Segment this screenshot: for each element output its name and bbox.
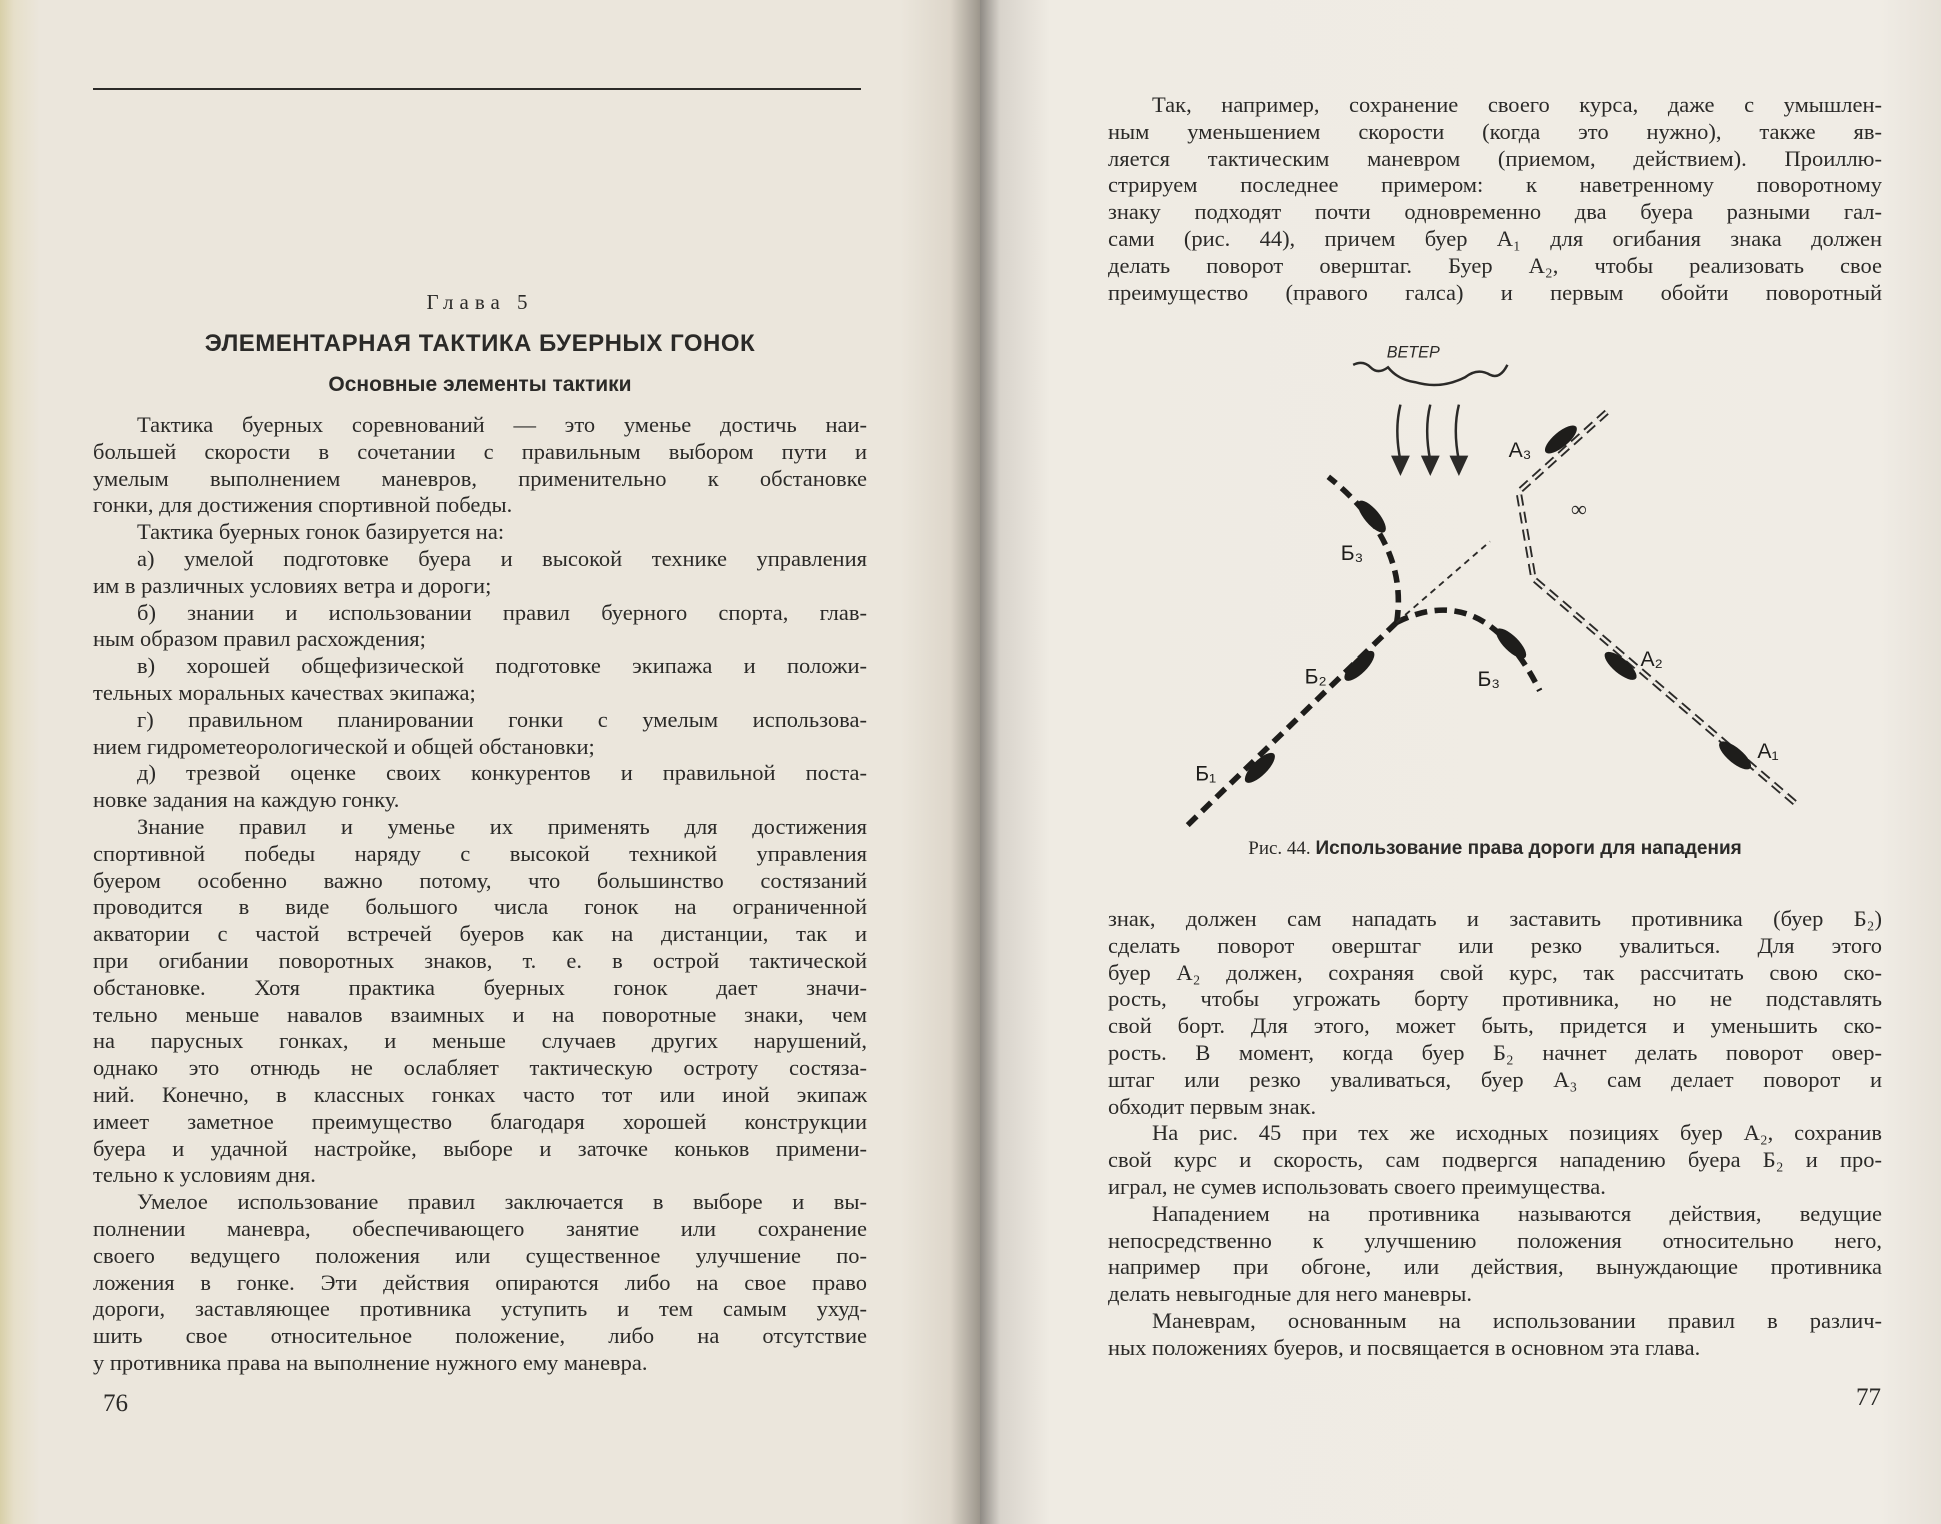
paragraph (1108, 1120, 1882, 1200)
paragraph (1108, 92, 1882, 306)
text-line: играл, не сумев использовать своего преимущества. (1108, 1173, 1606, 1199)
caption-prefix: Рис. 44. (1248, 838, 1311, 859)
a-course-path-inner (1519, 411, 1795, 803)
text-line: большей скорости в сочетании с правильным выбором пути и (93, 438, 867, 464)
text-line: умелым выполнением маневров, применительно к обстановке (93, 465, 867, 491)
wind-label: ВЕТЕР (1386, 343, 1440, 362)
label-b3-upper: Б₃ (1340, 542, 1364, 566)
text-line: нием гидрометеорологической и общей обстановки; (93, 733, 595, 759)
page-number-right: 77 (1856, 1384, 1881, 1411)
text-line: у противника права на выполнение нужного ему маневра. (93, 1349, 648, 1375)
text-line: тельно к условиям дня. (93, 1162, 316, 1188)
text-line: обстановке. Хотя практика буерных гонок дает значи- (93, 974, 867, 1000)
text-line: знак, должен сам нападать и заставить противника (буер Б₂) (1108, 906, 1882, 931)
label-a2: A₂ (1640, 647, 1663, 671)
text-line: свой курс и скорость, сам подвергся нападению буера Б₂ и про- (1108, 1147, 1882, 1173)
text-line: гонки, для достижения спортивной победы. (93, 492, 513, 518)
iceboat-b3-upper-icon (1353, 497, 1390, 537)
figure-caption (1108, 838, 1882, 860)
text-line: буера и удачной настройке, выборе и заточке коньков примени- (93, 1135, 867, 1161)
iceboat-b3-icon (1492, 624, 1531, 663)
paragraph (93, 546, 867, 600)
chapter-label: Глава 5 (426, 290, 534, 314)
paragraph (93, 519, 867, 546)
text-line: ляется тактическим маневром (приемом, действием). Проиллю- (1108, 145, 1882, 171)
text-line: имеет заметное преимущество благодаря хорошей конструкции (93, 1108, 867, 1134)
text-line: сами (рис. 44), причем буер A₁ для огибания знака должен (1108, 225, 1882, 251)
text-line: тельных моральных качествах экипажа; (93, 679, 476, 705)
text-line: рость. В момент, когда буер Б₂ начнет делать поворот овер- (1108, 1039, 1882, 1065)
paragraph (93, 1189, 867, 1377)
paragraph (93, 600, 867, 654)
paragraph (1108, 1201, 1882, 1308)
text-line: тельно меньше навалов взаимных и на поворотные знаки, чем (93, 1001, 867, 1027)
text-line: рость, чтобы угрожать борту противника, но не подставлять (1108, 986, 1882, 1012)
text-line: буер A₂ должен, сохраняя свой курс, так рассчитать свою ско- (1108, 959, 1882, 985)
text-line: Так, например, сохранение своего курса, даже с умышлен- (1152, 92, 1882, 117)
text-line: делать невыгодные для него маневры. (1108, 1281, 1472, 1307)
text-line: шить свое относительное положение, либо на отсутствие (93, 1323, 867, 1349)
wind-arrows (1393, 405, 1466, 473)
text-line: новке задания на каждую гонку. (93, 787, 400, 813)
text-line: в) хорошей общефизической подготовке экипажа и положи- (137, 653, 867, 679)
text-line: преимущество (правого галса) и первым обойти поворотный (1108, 279, 1882, 305)
text-line: обходит первым знак. (1108, 1093, 1317, 1119)
caption-text: Использование права дороги для нападения (1315, 838, 1742, 859)
figure-44-diagram (1160, 330, 1820, 840)
iceboats (1241, 421, 1756, 787)
label-b1: Б₁ (1195, 762, 1217, 786)
text-line: знаку подходят почти одновременно два буера разными гал- (1108, 199, 1882, 225)
text-line: стрируем последнее примером: к наветренному поворотному (1108, 172, 1882, 198)
label-a1: A₁ (1757, 739, 1779, 763)
text-line: при огибании поворотных знаков, т. е. в острой тактической (93, 947, 867, 973)
paragraph (93, 707, 867, 761)
text-line: им в различных условиях ветра и дороги; (93, 572, 492, 598)
text-line: ным образом правил расхождения; (93, 626, 426, 652)
text-line: сделать поворот оверштаг или резко увалиться. Для этого (1108, 932, 1882, 958)
text-line: штаг или резко уваливаться, буер A₃ сам делает поворот и (1108, 1066, 1882, 1092)
text-line: на парусных гонках, и меньше случаев других нарушений, (93, 1028, 867, 1054)
paragraph (1108, 906, 1882, 1120)
text-line: Тактика буерных гонок базируется на: (137, 519, 505, 545)
paragraph (93, 760, 867, 814)
text-line: буером особенно важно потому, что большинство состязаний (93, 867, 867, 893)
section-title: Основные элементы тактики (328, 373, 632, 396)
text-line: однако это отнюдь не ослабляет тактическую остроту состяза- (93, 1055, 867, 1081)
text-line: ложения в гонке. Эти действия опираются либо на свое право (93, 1269, 867, 1295)
text-line: непосредственно к улучшению положения относительно него, (1108, 1227, 1882, 1253)
text-line: Маневрам, основанным на использовании правил в различ- (1152, 1307, 1882, 1333)
text-line: например при обгоне, или действия, вынуждающие противника (1108, 1254, 1882, 1280)
turning-mark-icon: ∞ (1570, 496, 1587, 522)
text-line: г) правильном планировании гонки с умелым использова- (137, 706, 867, 732)
text-line: Нападением на противника называются действия, ведущие (1152, 1200, 1882, 1226)
iceboat-b2-icon (1340, 647, 1379, 686)
a-course-path (1519, 411, 1795, 803)
paragraph (93, 653, 867, 707)
paragraph (93, 814, 867, 1189)
text-line: дороги, заставляющее противника уступить и тем самым ухуд- (93, 1296, 867, 1322)
text-line: спортивной победы наряду с высокой техникой управления (93, 840, 867, 866)
label-b3: Б₃ (1477, 667, 1501, 691)
wind-cloud (1353, 363, 1507, 385)
label-b2: Б₂ (1304, 665, 1327, 689)
text-line: а) умелой подготовке буера и высокой технике управления (137, 545, 867, 571)
left-body-text (93, 412, 867, 1377)
text-line: Тактика буерных соревнований — это уменье достичь наи- (137, 412, 867, 437)
paragraph (1108, 1308, 1882, 1362)
text-line: ным уменьшением скорости (когда это нужно), также яв- (1108, 118, 1882, 144)
header-rule (93, 88, 861, 90)
text-line: Умелое использование правил заключается в выборе и вы- (137, 1189, 867, 1215)
text-line: Знание правил и уменье их применять для достижения (137, 813, 867, 839)
iceboat-a1-icon (1715, 737, 1755, 774)
right-top-text (1108, 92, 1882, 306)
chapter-title: ЭЛЕМЕНТАРНАЯ ТАКТИКА БУЕРНЫХ ГОНОК (204, 330, 756, 357)
text-line: делать поворот оверштаг. Буер A₂, чтобы реализовать свое (1108, 252, 1882, 278)
text-line: ных положениях буеров, и посвящается в основном эта глава. (1108, 1334, 1701, 1360)
page-number-left: 76 (103, 1390, 128, 1417)
text-line: б) знании и использовании правил буерного спорта, глав- (137, 599, 867, 625)
text-line: проводится в виде большого числа гонок на ограниченной (93, 894, 867, 920)
text-line: На рис. 45 при тех же исходных позициях буер A₂, сохранив (1152, 1120, 1882, 1146)
text-line: полнении маневра, обеспечивающего занятие или сохранение (93, 1215, 867, 1241)
text-line: своего ведущего положения или существенное улучшение по- (93, 1242, 867, 1268)
b-course-paths (1188, 477, 1540, 825)
text-line: д) трезвой оценке своих конкурентов и правильной поста- (137, 760, 867, 786)
paragraph (93, 412, 867, 519)
text-line: свой борт. Для этого, может быть, придется и уменьшить ско- (1108, 1013, 1882, 1039)
right-bottom-text (1108, 906, 1882, 1362)
text-line: ний. Конечно, в классных гонках часто тот или иной экипаж (93, 1081, 867, 1107)
text-line: акватории с частой встречей буеров как на дистанции, так и (93, 921, 867, 947)
label-a3: A₃ (1508, 438, 1532, 462)
